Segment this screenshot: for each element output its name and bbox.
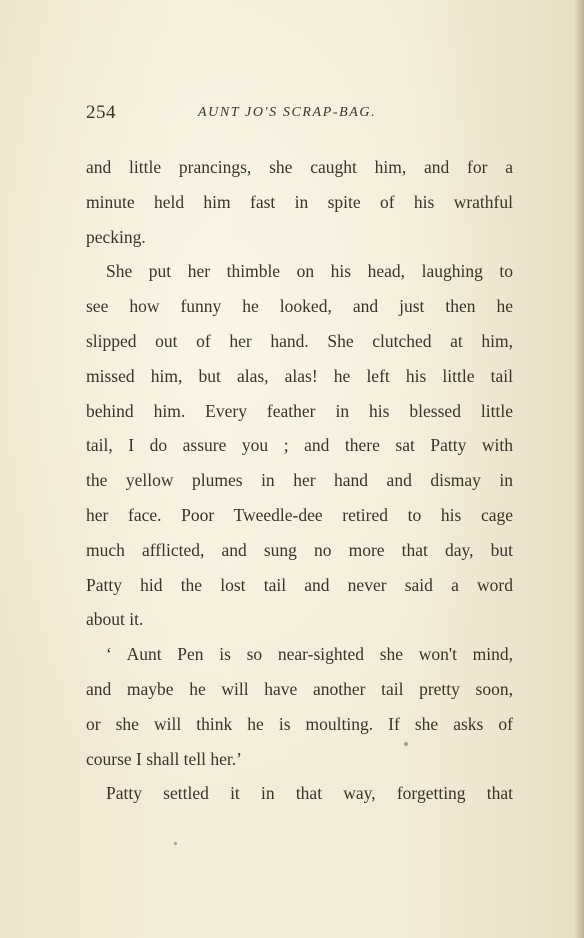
text-line: behind him. Every feather in his blessed little [86, 400, 513, 421]
text-line: or she will think he is moulting. If she asks of [86, 713, 513, 734]
text-line: and little prancings, she caught him, and for a [86, 157, 513, 177]
paper-speck [174, 842, 177, 845]
text-line: Patty hid the lost tail and never said a word [86, 574, 513, 595]
text-line: see how funny he looked, and just then he [86, 296, 513, 317]
text-line: about it. [86, 609, 144, 630]
running-title: AUNT JO'S SCRAP-BAG. [198, 105, 377, 120]
text-line: and maybe he will have another tail pretty soon, [86, 678, 513, 699]
text-line: much afflicted, and sung no more that day, but [86, 539, 513, 560]
page-edge-shadow [574, 0, 584, 938]
paragraph-start-line: Patty settled it in that way, forgetting that [106, 783, 513, 804]
text-line: missed him, but alas, alas! he left his little tail [86, 365, 513, 386]
paragraph-start-line: ‘ Aunt Pen is so near-sighted she won't mind, [106, 644, 513, 665]
text-line: her face. Poor Tweedle-dee retired to his cage [86, 504, 513, 525]
paper-speck [404, 742, 408, 746]
text-line: the yellow plumes in her hand and dismay in [86, 470, 513, 491]
text-line: pecking. [86, 226, 146, 247]
text-line: tail, I do assure you ; and there sat Patty with [86, 435, 513, 456]
text-line: course I shall tell her.’ [86, 748, 242, 769]
running-head [86, 102, 516, 130]
text-line: minute held him fast in spite of his wrathful [86, 191, 513, 212]
body-text [86, 150, 513, 811]
text-line: slipped out of her hand. She clutched at him, [86, 330, 513, 351]
paragraph-start-line: She put her thimble on his head, laughing to [106, 261, 513, 282]
page-number: 254 [86, 102, 116, 123]
